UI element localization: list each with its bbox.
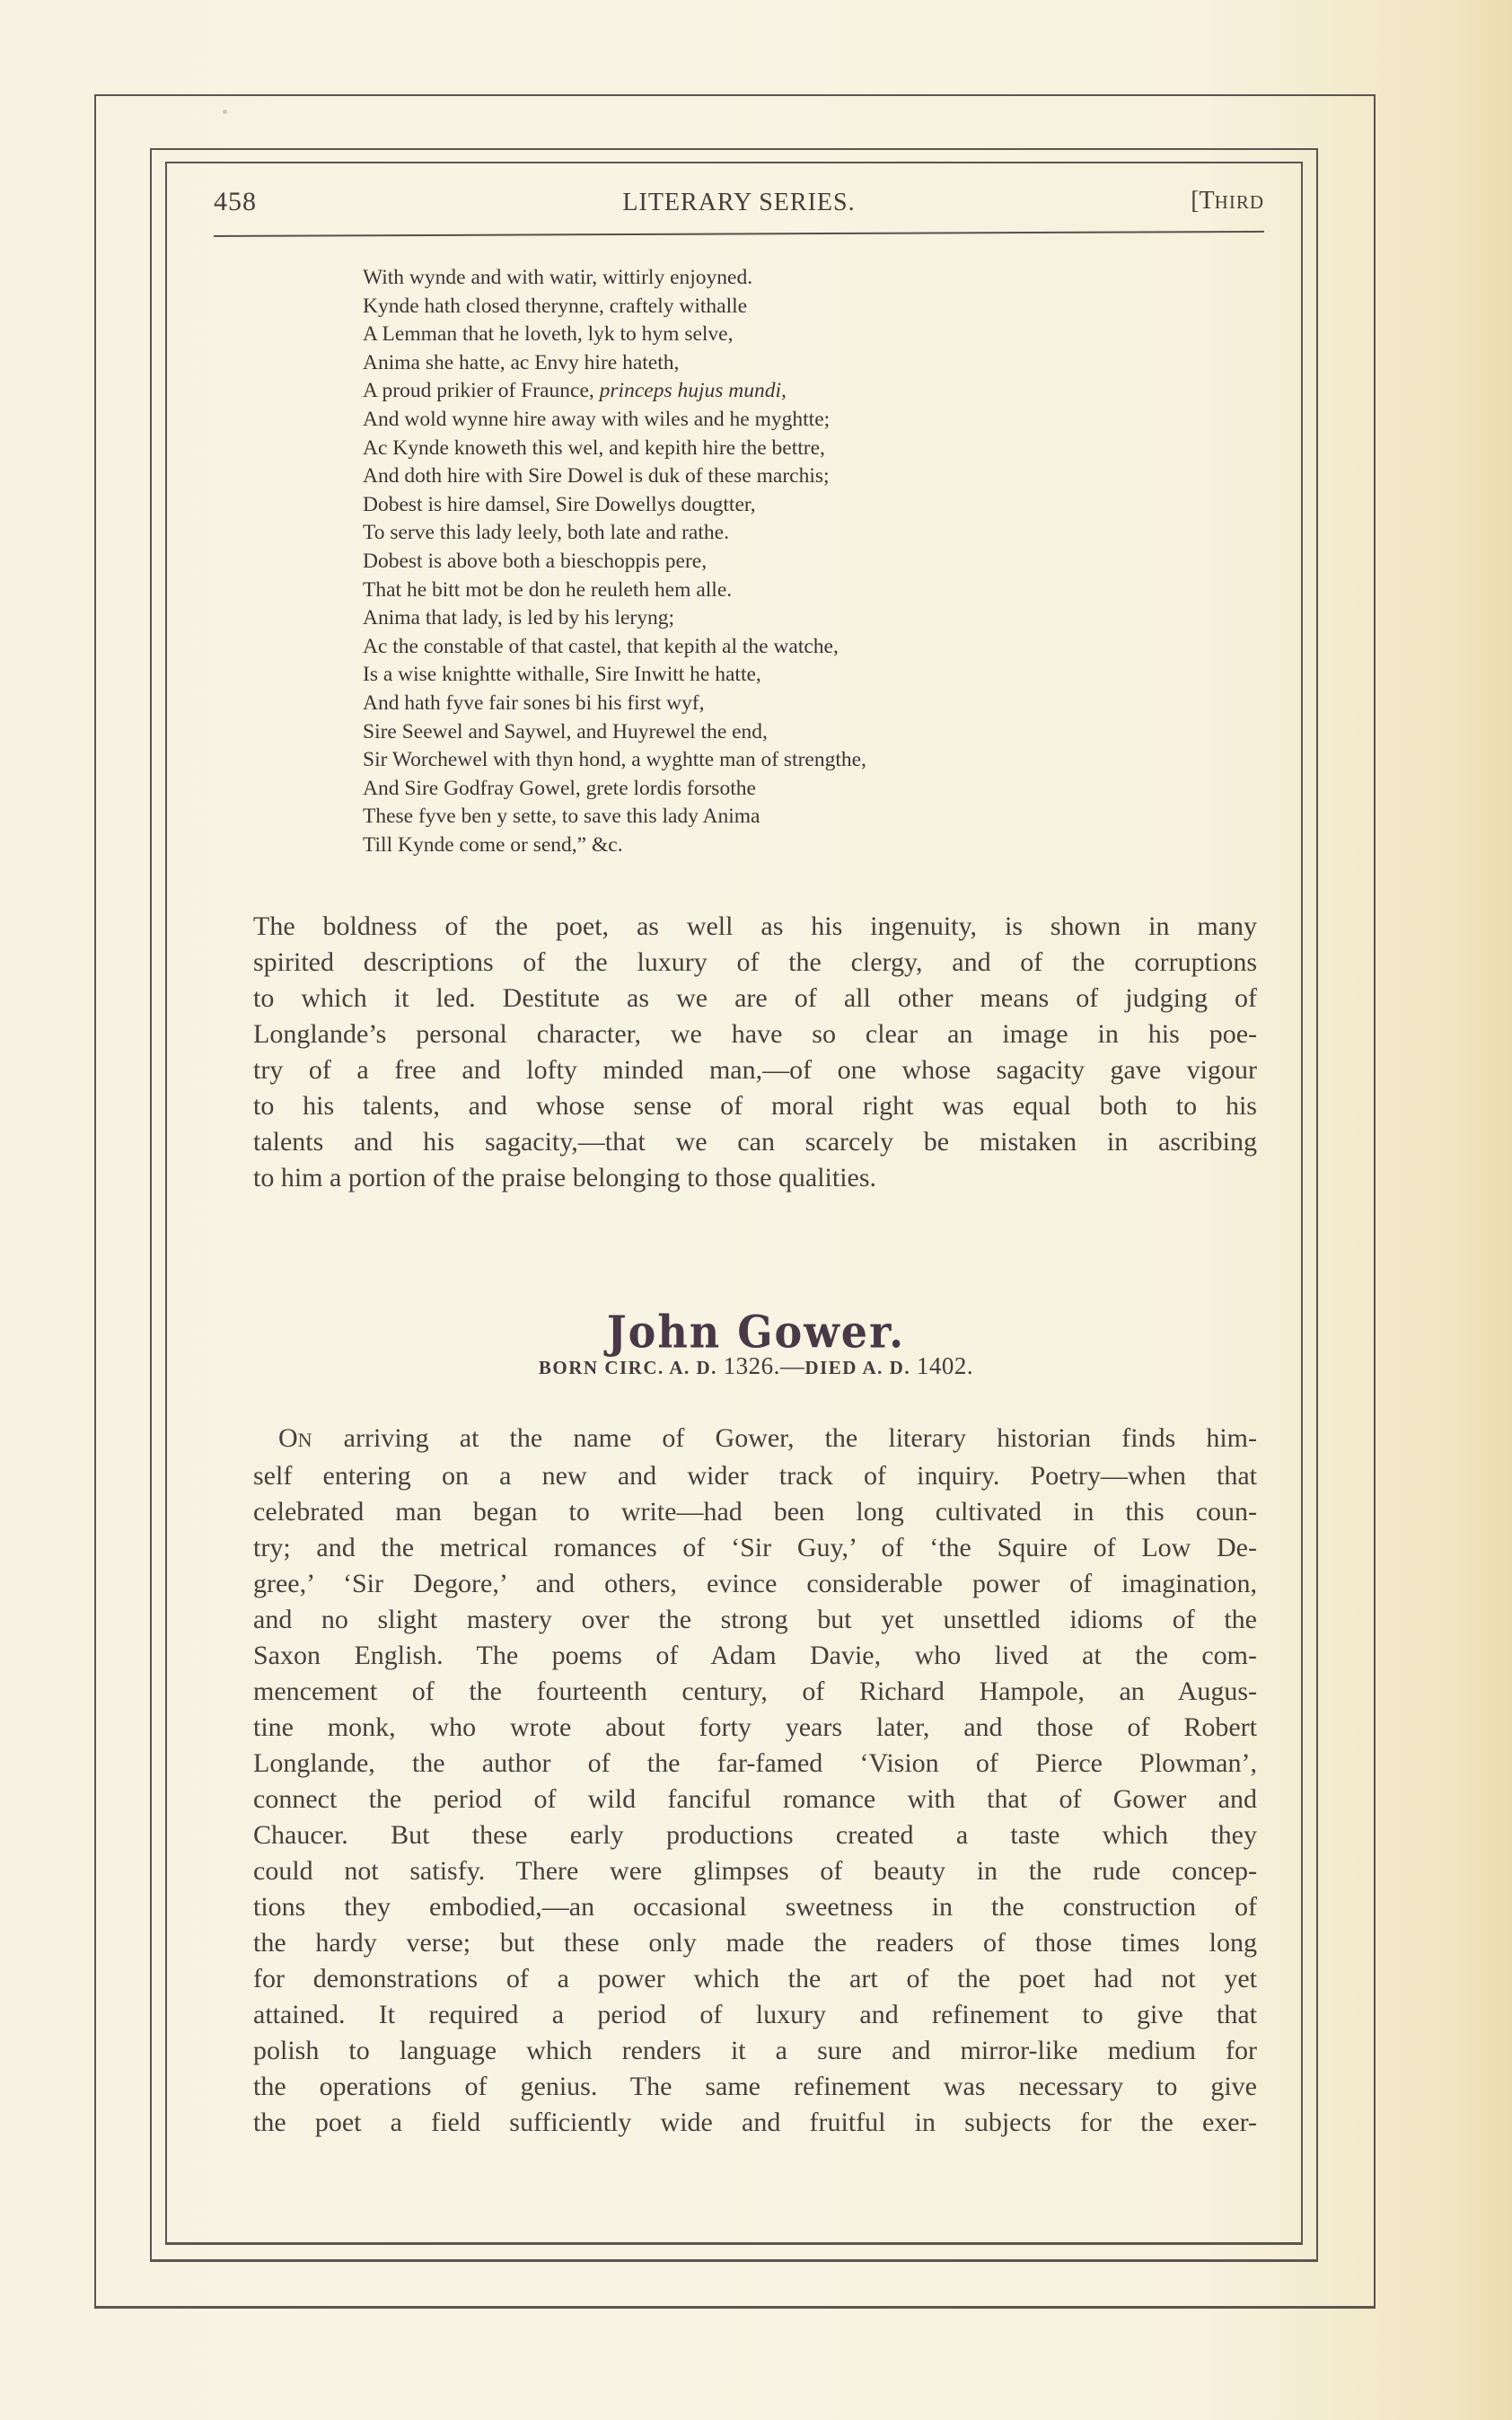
paragraph-line: try; and the metrical romances of ‘Sir Guy,’ of ‘the Squire of Low De- [253, 1533, 1257, 1562]
verse-line: These fyve ben y sette, to save this lady Anima [363, 805, 760, 829]
verse-line: That he bitt mot be don he reuleth hem alle. [363, 577, 733, 602]
first-line-text: arriving at the name of Gower, the literary historian finds him- [312, 1423, 1257, 1453]
born-label: BORN CIRC. A. D. [538, 1357, 717, 1378]
verse-line: A Lemman that he loveth, lyk to hym selve, [363, 322, 734, 347]
paragraph-line: the poet a field sufficiently wide and fruitful in subjects for the exer- [253, 2108, 1257, 2137]
paragraph-line: polish to language which renders it a sure and mirror-like medium for [253, 2036, 1257, 2065]
opening-capital: O [278, 1423, 298, 1453]
verse-line: Kynde hath closed therynne, craftely withalle [363, 294, 748, 318]
paragraph-line: self entering on a new and wider track of inquiry. Poetry—when that [253, 1461, 1257, 1491]
born-year: 1326. [723, 1352, 780, 1379]
section-mark [1191, 187, 1264, 216]
verse-line-roman: A proud prikier of Fraunce, [363, 379, 600, 403]
verse-line: Anima she hatte, ac Envy hire hateth, [363, 350, 680, 374]
paragraph-line: try of a free and lofty minded man,—of one whose sagacity gave vigour [253, 1055, 1257, 1085]
verse-quotation [363, 264, 1171, 859]
paragraph-line: to him a portion of the praise belonging to those qualities. [253, 1163, 877, 1192]
verse-line: With wynde and with watir, wittirly enjoyned. [363, 266, 753, 289]
verse-line: Dobest is hire damsel, Sire Dowellys dougtter, [363, 492, 756, 516]
paragraph-line: connect the period of wild fanciful romance with that of Gower and [253, 1784, 1257, 1814]
paragraph-line: the operations of genius. The same refinement was necessary to give [253, 2072, 1257, 2101]
verse-italic-phrase: princeps hujus mundi, [599, 379, 787, 403]
paragraph-line: The boldness of the poet, as well as his ingenuity, is shown in many [253, 911, 1257, 941]
verse-line [363, 377, 1171, 406]
paragraph-line: mencement of the fourteenth century, of Richard Hampole, an Augus- [253, 1676, 1257, 1706]
paragraph-line: Saxon English. The poems of Adam Davie, who lived at the com- [253, 1641, 1257, 1670]
verse-line: Sir Worchewel with thyn hond, a wyghtte man of strengthe, [363, 748, 866, 772]
paragraph-line: and no slight mastery over the strong but yet unsettled idioms of the [253, 1605, 1257, 1634]
verse-line: Ac Kynde knoweth this wel, and kepith hire the bettre, [363, 436, 825, 460]
verse-line: Is a wise knightte withalle, Sire Inwitt he hatte, [363, 663, 761, 687]
section-mark-rest: HIRD [1214, 191, 1264, 213]
paragraph-line: could not satisfy. There were glimpses of beauty in the rude concep- [253, 1856, 1257, 1886]
verse-line: Till Kynde come or send,” &c. [363, 832, 623, 857]
paragraph-line: to his talents, and whose sense of moral right was equal both to his [253, 1091, 1257, 1121]
paper-speck [223, 110, 227, 114]
page-number: 458 [214, 187, 257, 216]
paragraph-line: Chaucer. But these early productions created a taste which they [253, 1820, 1257, 1850]
paragraph-line [253, 1421, 1257, 1458]
paragraph-line: tions they embodied,—an occasional sweetness in the construction of [253, 1892, 1257, 1922]
paragraph-line: for demonstrations of a power which the art of the poet had not yet [253, 1964, 1257, 1993]
died-label: DIED A. D. [804, 1357, 911, 1378]
paragraph-line: Longlande’s personal character, we have so clear an image in his poe- [253, 1019, 1257, 1049]
died-year: 1402. [916, 1352, 974, 1379]
paragraph-boldness-of-poet [253, 909, 1257, 1196]
running-head [214, 187, 1264, 232]
paragraph-line: celebrated man began to write—had been long cultivated in this coun- [253, 1497, 1257, 1527]
life-dates [0, 1352, 1512, 1380]
verse-line: And wold wynne hire away with wiles and he myghtte; [363, 407, 831, 431]
paragraph-line: spirited descriptions of the luxury of the clergy, and of the corruptions [253, 947, 1257, 977]
verse-line: To serve this lady leely, both late and rathe. [363, 521, 729, 545]
paragraph-line: gree,’ ‘Sir Degore,’ and others, evince considerable power of imagination, [253, 1569, 1257, 1598]
verse-line: Ac the constable of that castel, that kepith al the watche, [363, 634, 839, 658]
paragraph-gower-intro [253, 1421, 1257, 2141]
paragraph-line: tine monk, who wrote about forty years later, and those of Robert [253, 1712, 1257, 1742]
paragraph-line: the hardy verse; but these only made the readers of those times long [253, 1928, 1257, 1958]
verse-line: And doth hire with Sire Dowel is duk of these marchis; [363, 464, 830, 488]
verse-line: Dobest is above both a bieschoppis pere, [363, 549, 708, 573]
section-title-john-gower: John Gower. [606, 1306, 906, 1359]
verse-line: Anima that lady, is led by his leryng; [363, 606, 675, 630]
dates-separator: — [779, 1352, 805, 1379]
paragraph-line: talents and his sagacity,—that we can scarcely be mistaken in ascribing [253, 1127, 1257, 1157]
verse-line: And hath fyve fair sones bi his first wyf, [363, 691, 705, 715]
paragraph-line: attained. It required a period of luxury and refinement to give that [253, 2000, 1257, 2029]
verse-line: Sire Seewel and Saywel, and Huyrewel the end, [363, 719, 768, 744]
paragraph-line: to which it led. Destitute as we are of all other means of judging of [253, 983, 1257, 1013]
series-title: LITERARY SERIES. [622, 189, 856, 216]
section-mark-bracket: [T [1191, 187, 1215, 215]
paragraph-line: Longlande, the author of the far-famed ‘Vision of Pierce Plowman’, [253, 1748, 1257, 1778]
opening-smallcap: N [297, 1429, 313, 1451]
verse-line: And Sire Godfray Gowel, grete lordis forsothe [363, 776, 756, 800]
